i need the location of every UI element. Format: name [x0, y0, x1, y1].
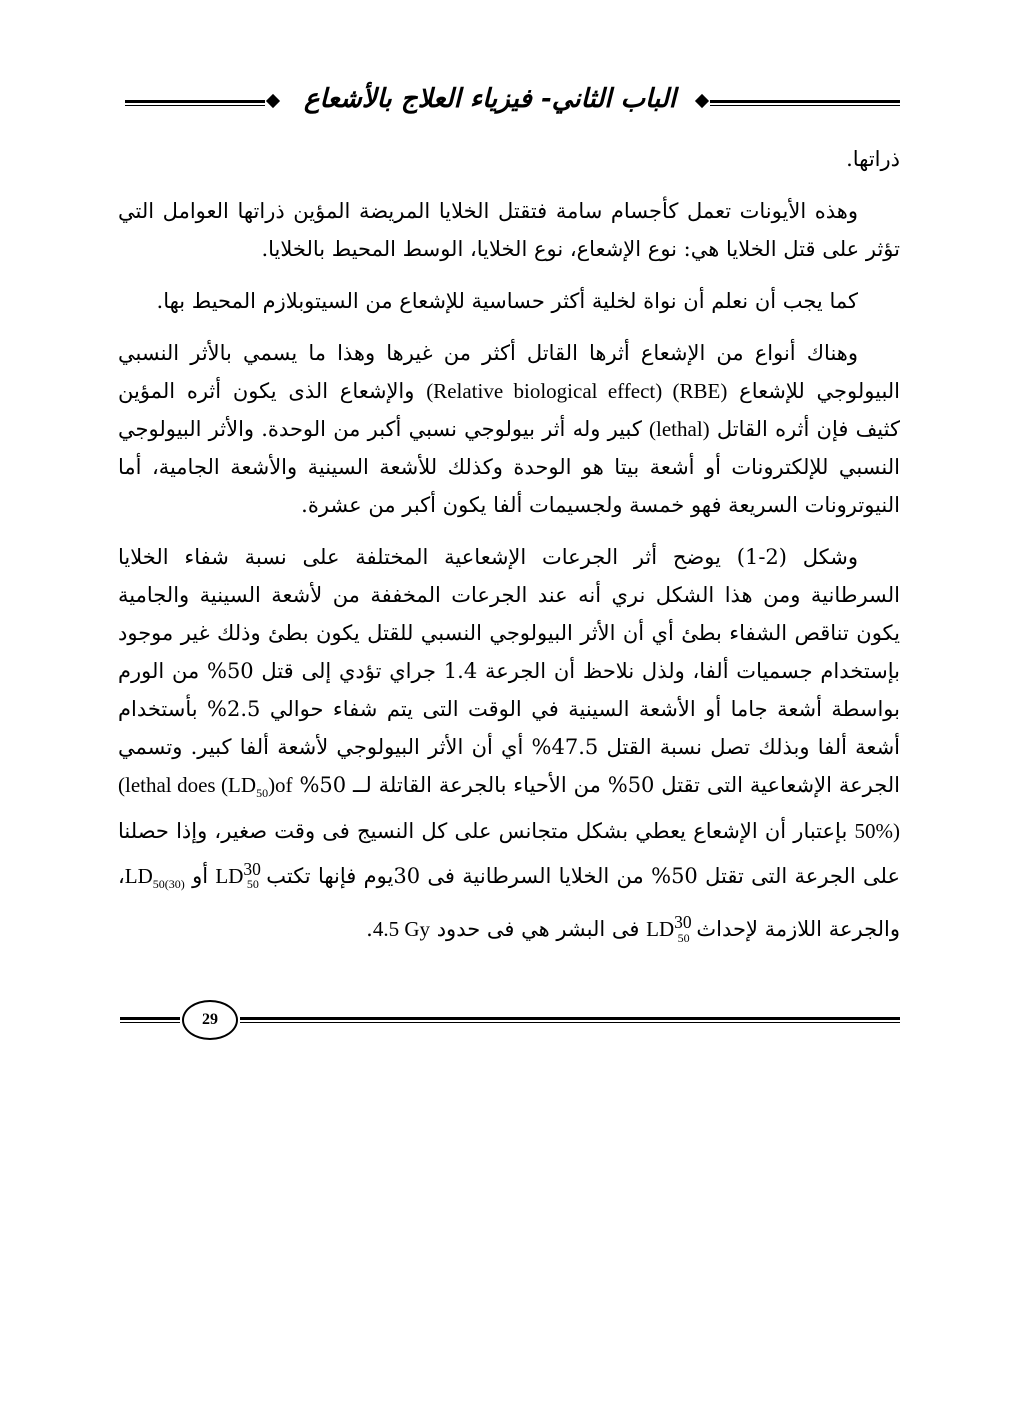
lethal-term: (lethal) — [649, 417, 710, 441]
figure-text-1: وشكل (2-1) يوضح أثر الجرعات الإشعاعية المختلفة على نسبة شفاء الخلايا السرطانية ومن هذا الشكل نري أنه عند الجرعات المخففة من لأشعة السينية والجامية يكون تناقص الشفاء بطئ أي أن الأثر البيولوجي النسبي للقتل يكون بطئ وذلك غير موجود بإستخدام جسميات ألفا، ولذل نلاحظ أن الجرعة 1.4 جراي تؤدي إلى قتل 50% من الورم بواسطة أشعة جاما أو الأشعة السينية في الوقت التى يتم شفاء حوالي 2.5% بأستخدام أشعة ألفا وبذلك تصل نسبة القتل 47.5% أي أن الأثر البيولوجي لأشعة ألفا كبير. وتسمي الجرعة الإشعاعية التى تقتل 50% من الأحياء بالجرعة القاتلة لــ 50% — [118, 545, 901, 797]
rbe-latin-term: (Relative biological effect) (RBE) — [426, 379, 728, 403]
ld50-30-symbol-2: $LD^{30}_{50}$ — [646, 912, 692, 945]
ld50-30-symbol: $LD^{30}_{50}$ — [215, 859, 261, 892]
chapter-title: الباب الثاني- فيزياء العلاج بالأشعاع — [304, 84, 676, 114]
sentence-end: . — [366, 917, 373, 942]
footer-rule-left — [120, 1017, 180, 1023]
page-number: 29 — [182, 1000, 238, 1040]
paragraph-continuation: ذراتها. — [846, 147, 900, 171]
paragraph-figure — [118, 538, 900, 957]
page-header — [125, 82, 900, 122]
rbe-text-3: كبير وله أثر بيولوجي نسبي أكبر من الوحدة. والأثر البيولوجي النسبي للإلكترونات أو أشعة بيتا هو الوحدة وكذلك للأشعة السينية والأشعة الجامية، أما النيوترونات السريعة فهو خمسة ولجسيمات ألفا يكون أكبر من عشرة. — [118, 417, 900, 517]
footer-rule-right — [240, 1017, 900, 1023]
ld50-definition: (lethal does $(LD_{50})of$ 50%) — [118, 773, 900, 844]
figure-text-4: فى البشر هي فى حدود — [436, 917, 640, 942]
figure-text-2: بإعتبار أن الإشعاع يعطي بشكل متجانس على كل النسيج فى وقت صغير، وإذا حصلنا على الجرعة التى تقتل 50% من الخلايا السرطانية فى 30يوم فإنها تكتب — [118, 819, 900, 889]
paragraph-rbe — [118, 334, 900, 524]
rbe-text-1: وهناك أنواع من الإشعاع أثرها القاتل أكثر من غيرها وهذا ما يسمي بالأثر النسبي البيولوجي للإشعاع — [118, 341, 901, 403]
paragraph-ions: وهذه الأيونات تعمل كأجسام سامة فتقتل الخلايا المريضة المؤين ذراتها العوامل التي تؤثر على قتل الخلايا هي: نوع الإشعاع، نوع الخلايا، الوسط المحيط بالخلايا. — [118, 199, 900, 261]
diamond-icon — [266, 94, 280, 108]
header-rule-right — [710, 100, 900, 106]
page-footer — [120, 995, 900, 1045]
dose-value: 4.5 Gy — [372, 917, 431, 942]
figure-text-3: ، والجرعة اللازمة لإحداث — [118, 864, 900, 942]
diamond-icon — [695, 94, 709, 108]
header-rule-left — [125, 100, 265, 106]
paragraph-nucleus: كما يجب أن نعلم أن نواة لخلية أكثر حساسية للإشعاع من السيتوبلازم المحيط بها. — [156, 289, 858, 313]
ld50-30-alt-symbol: $LD_{50(30)}$ — [124, 864, 185, 892]
word-or: أو — [192, 864, 209, 889]
page-body — [118, 140, 900, 971]
rbe-text-2: والإشعاع الذى يكون أثره المؤين كثيف فإن أثره القاتل — [118, 379, 900, 441]
